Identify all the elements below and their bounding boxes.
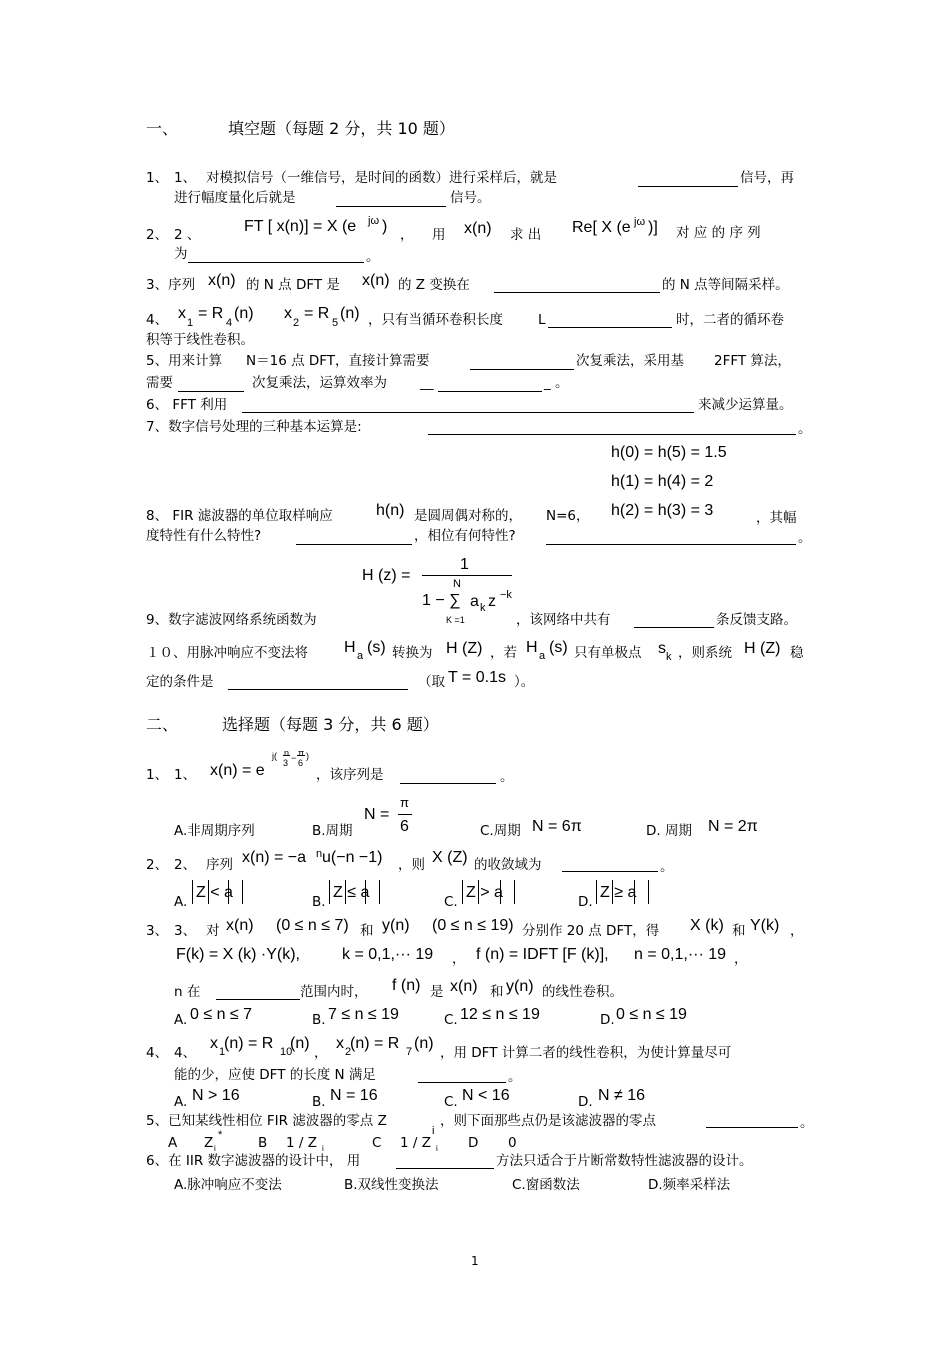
- formula-option-a: 0 ≤ n ≤ 7: [190, 1006, 253, 1023]
- q-text: ，其幅: [756, 510, 797, 526]
- q-text: （取: [418, 674, 445, 690]
- q-text: 是圆周偶对称的，: [414, 508, 522, 524]
- formula-h2: h(2) = h(3) = 3: [611, 502, 714, 519]
- answer-blank[interactable]: [546, 544, 796, 545]
- abs-bar: [514, 880, 515, 904]
- q-text: ，该网络中共有: [516, 612, 611, 628]
- formula-yn: y(n): [382, 917, 410, 934]
- q-sub-number: 1、: [174, 767, 197, 783]
- q-number: 1、: [146, 170, 169, 186]
- formula-denominator: 1 − ∑: [422, 592, 461, 609]
- formula-eq: = R: [198, 305, 224, 322]
- q-text: 方法只适合于片断常数特性滤波器的设计。: [496, 1153, 753, 1169]
- formula-exp-6: 6: [298, 758, 304, 768]
- q-text: 序列: [206, 857, 233, 873]
- formula-option-b: N = 16: [330, 1087, 378, 1104]
- answer-blank[interactable]: [336, 206, 446, 207]
- option-c-value: 1 / Z: [400, 1135, 431, 1151]
- abs-bar: [596, 880, 597, 904]
- q-text: 次复乘法，采用基: [576, 353, 684, 369]
- answer-blank[interactable]: [470, 369, 574, 370]
- q-text: 的 N 点等间隔采样。: [662, 277, 789, 293]
- formula-sub: 1: [187, 317, 194, 329]
- formula-hn: h(n): [376, 502, 405, 519]
- option-d[interactable]: D.: [578, 894, 593, 910]
- q-text: 范围内时，: [300, 984, 368, 1000]
- option-d[interactable]: D.: [600, 1012, 615, 1028]
- answer-blank[interactable]: [634, 627, 714, 628]
- option-d-value: 0: [508, 1135, 517, 1151]
- q-text: ，只有当循环卷积长度: [368, 312, 503, 328]
- formula-sub: 2: [293, 317, 300, 329]
- formula-HZ: H (Z): [744, 640, 781, 657]
- q-text: 时，二者的循环卷: [676, 312, 784, 328]
- q-text: 7、数字信号处理的三种基本运算是:: [146, 419, 362, 435]
- formula-a: a: [470, 593, 479, 610]
- formula-Fk: F(k) = X (k) ·Y(k),: [176, 946, 300, 963]
- q-text: ，则系统: [678, 645, 732, 661]
- q-text: 的线性卷积。: [542, 984, 623, 1000]
- formula-option-c: Z > a: [466, 884, 503, 901]
- formula-n: (n): [234, 305, 254, 322]
- q-text: 度特性有什么特性?: [146, 528, 262, 544]
- formula-sub: 10: [280, 1046, 293, 1058]
- formula-sup: −k: [500, 589, 512, 601]
- abs-bar: [228, 880, 229, 904]
- q-text: ，: [452, 951, 466, 967]
- formula-yn: y(n): [506, 978, 534, 995]
- q-text: 信号。: [450, 190, 491, 206]
- q-text: 定的条件是: [146, 674, 214, 690]
- q-text: ，则下面那些点仍是该滤波器的零点: [440, 1113, 656, 1129]
- formula-HZ: H (Z): [446, 640, 483, 657]
- answer-blank[interactable]: [396, 1168, 494, 1169]
- formula-option-d: 0 ≤ n ≤ 19: [616, 1006, 687, 1023]
- abs-bar: [192, 880, 193, 904]
- answer-blank[interactable]: [228, 689, 408, 690]
- option-c[interactable]: C: [372, 1135, 382, 1151]
- fraction-bar: [422, 575, 512, 576]
- formula-option-b: Z ≤ a: [333, 884, 370, 901]
- formula-pi: π: [400, 795, 409, 810]
- formula-exp-pi: π: [298, 748, 305, 758]
- q-text: 对模拟信号（一维信号，是时间的函数）进行采样后，就是: [206, 170, 557, 186]
- q-text: 。: [798, 421, 812, 437]
- formula-fn: f (n): [392, 977, 421, 994]
- q-text: L: [538, 312, 546, 328]
- q-text: ，: [734, 951, 748, 967]
- q-text: 稳: [790, 645, 804, 661]
- q-number: 3、: [146, 923, 169, 939]
- formula-sub: i: [214, 1144, 216, 1153]
- formula-k-range: k = 0,1,··· 19: [342, 946, 434, 963]
- formula-R7: (n) = R: [350, 1035, 400, 1052]
- formula-x1: x: [178, 305, 186, 322]
- answer-blank[interactable]: [242, 412, 694, 413]
- option-c[interactable]: C.: [444, 1012, 458, 1028]
- answer-blank[interactable]: [706, 1127, 798, 1128]
- formula-u: u(−n −1): [322, 849, 383, 866]
- q-sub-number: 2 、: [174, 227, 201, 243]
- formula-XZ: X (Z): [432, 849, 468, 866]
- formula-option-a: Z < a: [196, 884, 233, 901]
- option-a[interactable]: A.脉冲响应不变法: [174, 1177, 282, 1193]
- option-d[interactable]: D: [468, 1135, 479, 1151]
- q-text: 。: [660, 859, 674, 875]
- option-b[interactable]: B.: [312, 1012, 326, 1028]
- abs-bar: [500, 880, 501, 904]
- option-d[interactable]: D.: [578, 1094, 593, 1110]
- formula-N6pi: N = 6π: [532, 818, 582, 835]
- q-text: 6、 FFT 利用: [146, 397, 228, 413]
- formula-n: (n): [340, 305, 360, 322]
- q-text: 条反馈支路。: [716, 612, 797, 628]
- formula-sub: 5: [332, 317, 339, 329]
- option-d[interactable]: D.频率采样法: [648, 1177, 731, 1193]
- formula-option-d: Z ≥ a: [600, 884, 637, 901]
- formula-sub: a: [539, 650, 546, 662]
- formula-xn: x(n): [450, 978, 478, 995]
- q-text: 求 出: [510, 227, 542, 243]
- abs-bar: [648, 880, 649, 904]
- answer-blank[interactable]: [548, 327, 672, 328]
- q-text: ，用 DFT 计算二者的线性卷积，为使计算量尽可: [440, 1045, 732, 1061]
- q-text: 需要: [146, 375, 173, 391]
- q-text: ）。: [514, 674, 535, 690]
- answer-blank[interactable]: [494, 292, 660, 293]
- formula-N2pi: N = 2π: [708, 818, 758, 835]
- formula-x2: x: [284, 305, 292, 322]
- formula-R10: (n) = R: [224, 1035, 274, 1052]
- q-text: ，: [790, 923, 804, 939]
- fraction-bar: [398, 814, 412, 815]
- abs-bar: [329, 880, 330, 904]
- abs-bar: [379, 880, 380, 904]
- option-a-value: Z: [204, 1135, 214, 1151]
- section2-number: 二、: [146, 715, 179, 734]
- formula-exp-minus: −: [291, 753, 297, 763]
- option-a[interactable]: A.: [174, 1012, 188, 1028]
- q-number: 4、: [146, 1045, 169, 1061]
- q-text: 。: [366, 249, 380, 265]
- q-text: 8、 FIR 滤波器的单位取样响应: [146, 508, 333, 524]
- section1-number: 一、: [146, 119, 179, 138]
- q-sub-number: 3、: [174, 923, 197, 939]
- formula-sub: k: [480, 602, 486, 614]
- abs-bar: [634, 880, 635, 904]
- formula-option-c: 12 ≤ n ≤ 19: [460, 1006, 540, 1023]
- q-text: 来减少运算量。: [698, 397, 793, 413]
- abs-bar: [365, 880, 366, 904]
- formula-fn: f (n) = IDFT [F (k)],: [476, 946, 609, 963]
- formula-n-range: n = 0,1,··· 19: [634, 946, 727, 963]
- option-a[interactable]: A.非周期序列: [174, 823, 255, 839]
- q-text: 的 Z 变换在: [398, 277, 470, 293]
- formula-exp-close: ): [306, 751, 309, 761]
- formula-z: z: [488, 593, 496, 610]
- q-text: 分别作 20 点 DFT，得: [522, 923, 660, 939]
- formula-x2: x: [336, 1035, 344, 1052]
- q-text: 2FFT 算法，: [714, 353, 791, 369]
- q-number: 1、: [146, 767, 169, 783]
- option-a[interactable]: A.: [174, 894, 188, 910]
- q-text: 3、序列: [146, 277, 196, 293]
- q-text: n 在: [174, 984, 201, 1000]
- q-text: 能的少，应使 DFT 的长度 N 满足: [174, 1067, 376, 1083]
- q-text: 。: [798, 530, 812, 546]
- formula-sub: 2: [345, 1046, 352, 1058]
- formula-xn: x(n): [464, 220, 492, 237]
- option-a[interactable]: A.: [174, 1094, 188, 1110]
- formula-range-x: (0 ≤ n ≤ 7): [276, 917, 349, 934]
- formula-ft: FT [ x(n)] = X (e: [244, 218, 357, 235]
- answer-blank[interactable]: [216, 999, 300, 1000]
- q-text: 6、在 IIR 数字滤波器的设计中， 用: [146, 1153, 361, 1169]
- formula-h0: h(0) = h(5) = 1.5: [611, 444, 727, 461]
- q-text: 为: [174, 246, 188, 262]
- q-text: __: [420, 375, 434, 391]
- formula-end: ): [382, 218, 388, 235]
- formula-n: (n): [290, 1035, 310, 1052]
- option-b[interactable]: B.双线性变换法: [344, 1177, 439, 1193]
- formula-hz: H (z) =: [362, 567, 411, 584]
- q-text: 信号，再: [740, 170, 794, 186]
- q-text: 5、用来计算: [146, 353, 223, 369]
- q-text: 的收敛域为: [474, 857, 542, 873]
- answer-blank[interactable]: [296, 544, 412, 545]
- formula-s: (s): [367, 639, 386, 656]
- q-text: N＝16 点 DFT，直接计算需要: [246, 353, 430, 369]
- q-number: 2、: [146, 227, 169, 243]
- q-text: 进行幅度量化后就是: [174, 190, 296, 206]
- formula-Yk: Y(k): [750, 917, 780, 934]
- formula-x1: x: [210, 1035, 218, 1052]
- formula-xn: x(n) = e: [210, 762, 265, 779]
- formula-sum-upper: N: [453, 578, 461, 590]
- q-text: 转换为: [392, 645, 433, 661]
- q-text: 的 N 点 DFT 是: [246, 277, 340, 293]
- q-text: 只有单极点: [574, 645, 642, 661]
- q-text: 。: [800, 1115, 814, 1131]
- option-b[interactable]: B.: [312, 894, 326, 910]
- q-text: 和: [490, 984, 504, 1000]
- formula-sub: a: [357, 650, 364, 662]
- abs-bar: [462, 880, 463, 904]
- formula-sup: n: [316, 848, 323, 860]
- formula-sup: jω: [634, 216, 646, 228]
- formula-n: (n): [414, 1035, 434, 1052]
- q-text: ，相位有何特性?: [414, 528, 516, 544]
- formula-range-y: (0 ≤ n ≤ 19): [432, 917, 514, 934]
- q-text: 对: [206, 923, 220, 939]
- q-text: 和: [732, 923, 746, 939]
- abs-bar: [208, 880, 209, 904]
- section2-title: 选择题（每题 3 分，共 6 题）: [222, 715, 439, 734]
- q-text: ，: [314, 1045, 328, 1061]
- abs-bar: [345, 880, 346, 904]
- formula-sk: s: [658, 640, 666, 657]
- formula-sub: 4: [226, 317, 233, 329]
- answer-blank[interactable]: [438, 391, 542, 392]
- q-text: ，则: [398, 857, 425, 873]
- q-text: 9、数字滤波网络系统函数为: [146, 612, 317, 628]
- formula-xn: x(n) = −a: [242, 849, 307, 866]
- formula-sub: i: [322, 1144, 324, 1153]
- answer-blank[interactable]: [638, 186, 738, 187]
- q-number: 4、: [146, 312, 169, 328]
- formula-exp-3: 3: [283, 758, 289, 768]
- q-number: 2、: [146, 857, 169, 873]
- formula-sum-lower: K =1: [446, 615, 465, 625]
- formula-option-b: 7 ≤ n ≤ 19: [328, 1006, 399, 1023]
- formula-xn: x(n): [226, 917, 254, 934]
- formula-re: Re[ X (e: [572, 219, 631, 236]
- q-text: 用: [432, 227, 446, 243]
- formula-option-a: N > 16: [192, 1087, 240, 1104]
- formula-sub: i: [432, 1125, 435, 1137]
- formula-Ha: H: [526, 639, 538, 656]
- option-a[interactable]: A: [168, 1135, 178, 1151]
- formula-sub: 1: [219, 1046, 226, 1058]
- option-c[interactable]: C.窗函数法: [512, 1177, 580, 1193]
- option-b-value: 1 / Z: [286, 1135, 317, 1151]
- q-sub-number: 2、: [174, 857, 197, 873]
- formula-6: 6: [400, 818, 409, 835]
- formula-T: T = 0.1s: [448, 669, 506, 686]
- abs-bar: [478, 880, 479, 904]
- q-text: 和: [360, 923, 374, 939]
- q-text: ，该序列是: [316, 767, 384, 783]
- formula-xn: x(n): [362, 272, 390, 289]
- answer-blank[interactable]: [178, 391, 244, 392]
- q-text: 5、已知某线性相位 FIR 滤波器的零点 Z: [146, 1113, 387, 1129]
- formula-Ha: H: [344, 639, 356, 656]
- q-sub-number: 4、: [174, 1045, 197, 1061]
- q-text: 积等于线性卷积。: [146, 332, 254, 348]
- formula-N: N =: [364, 806, 390, 823]
- option-b[interactable]: B.周期: [312, 823, 353, 839]
- formula-numerator: 1: [460, 556, 469, 573]
- answer-blank[interactable]: [428, 434, 796, 435]
- formula-end: )]: [648, 219, 658, 236]
- formula-Xk: X (k): [690, 917, 724, 934]
- section1-title: 填空题（每题 2 分，共 10 题）: [228, 119, 455, 138]
- option-b[interactable]: B: [258, 1135, 268, 1151]
- page-number: 1: [471, 1254, 479, 1268]
- formula-sub: i: [436, 1144, 438, 1153]
- answer-blank[interactable]: [418, 1082, 506, 1083]
- q-text: １０、用脉冲响应不变法将: [146, 645, 308, 661]
- q-text: N=6，: [546, 508, 590, 524]
- formula-sup: *: [218, 1129, 223, 1141]
- option-c[interactable]: C.: [444, 1094, 458, 1110]
- formula-sup: jω: [368, 215, 380, 227]
- answer-blank[interactable]: [562, 871, 658, 872]
- q-text: 。: [508, 1069, 522, 1085]
- q-text: 次复乘法，运算效率为: [252, 375, 387, 391]
- formula-xn: x(n): [208, 272, 236, 289]
- answer-blank[interactable]: [188, 262, 364, 263]
- abs-bar: [612, 880, 613, 904]
- answer-blank[interactable]: [400, 783, 496, 784]
- q-text: 。: [500, 769, 514, 785]
- formula-option-c: N < 16: [462, 1087, 510, 1104]
- q-sub-number: 1、: [174, 170, 197, 186]
- formula-sub: k: [666, 651, 672, 663]
- option-b[interactable]: B.: [312, 1094, 326, 1110]
- q-text: _ 。: [544, 375, 569, 391]
- formula-eq: = R: [304, 305, 330, 322]
- q-text: ，: [400, 227, 414, 243]
- option-c[interactable]: C.: [444, 894, 458, 910]
- formula-s: (s): [549, 639, 568, 656]
- formula-sub: 7: [406, 1046, 413, 1058]
- option-c[interactable]: C.周期: [480, 823, 521, 839]
- formula-h1: h(1) = h(4) = 2: [611, 473, 714, 490]
- q-text: ，若: [490, 645, 517, 661]
- formula-exp: j(: [272, 751, 277, 761]
- q-text: 对 应 的 序 列: [676, 225, 761, 241]
- formula-exp-n: n: [284, 748, 290, 758]
- abs-bar: [242, 880, 243, 904]
- option-d[interactable]: D. 周期: [646, 823, 692, 839]
- q-text: 是: [430, 984, 444, 1000]
- formula-option-d: N ≠ 16: [598, 1087, 646, 1104]
